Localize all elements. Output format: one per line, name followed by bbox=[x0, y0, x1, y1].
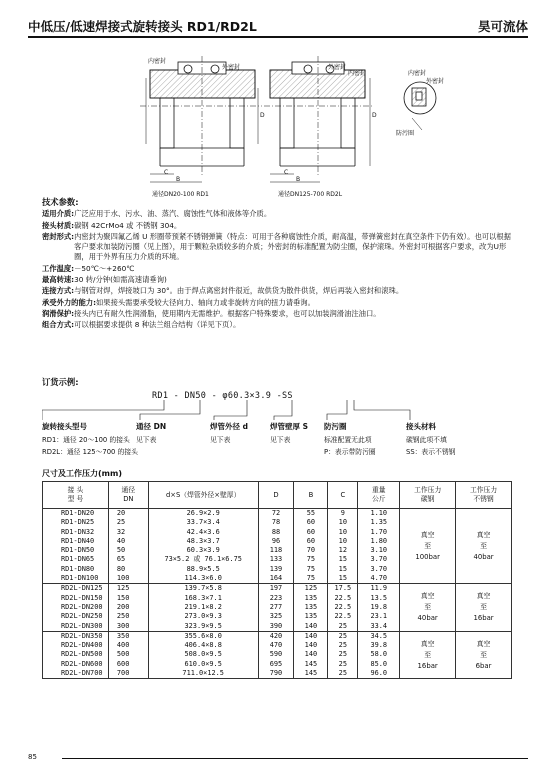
header-dxs: d×S（焊管外径×壁厚） bbox=[148, 482, 258, 509]
cell-weight: 1.80 bbox=[358, 537, 400, 546]
technical-parameters-list bbox=[42, 209, 512, 330]
cell-dxs: 168.3×7.1 bbox=[148, 594, 258, 603]
cell-dn: 100 bbox=[108, 574, 148, 584]
spec-label: 连接方式: bbox=[42, 286, 75, 296]
header-model: 接 头 型 号 bbox=[43, 482, 109, 509]
ordering-example-title: 订货示例: bbox=[42, 377, 79, 387]
label-inner-seal-left: 内密封 bbox=[148, 58, 167, 65]
spec-text: 与钢管对焊，焊接坡口为 30°。由于焊点离密封件很近，故供货为散件供货，焊后再装入密封和滚珠。 bbox=[74, 286, 404, 296]
cell-d: 790 bbox=[258, 669, 294, 679]
label-inner-seal-right: 内密封 bbox=[348, 70, 367, 77]
order-field-desc: 标准配置无此项 bbox=[324, 436, 372, 444]
cell-weight: 3.70 bbox=[358, 555, 400, 564]
cell-dxs: 114.3×6.0 bbox=[148, 574, 258, 584]
cell-dxs: 355.6×8.0 bbox=[148, 631, 258, 641]
label-outer-seal-detail: 外密封 bbox=[426, 78, 445, 85]
cell-weight: 11.9 bbox=[358, 584, 400, 594]
spec-label: 适用介质: bbox=[42, 209, 75, 219]
spec-row bbox=[42, 320, 512, 330]
cell-d: 420 bbox=[258, 631, 294, 641]
cell-c: 25 bbox=[328, 650, 358, 659]
cell-d: 88 bbox=[258, 528, 294, 537]
table-body bbox=[43, 509, 512, 679]
cell-model: RD2L-DN250 bbox=[43, 612, 109, 621]
spec-label: 密封形式: bbox=[42, 231, 75, 241]
header-dn: 通径 DN bbox=[108, 482, 148, 509]
spec-label: 组合方式: bbox=[42, 320, 75, 330]
cell-model: RD1-DN80 bbox=[43, 565, 109, 574]
order-field-desc: 见下表 bbox=[210, 436, 231, 444]
cell-weight: 3.70 bbox=[358, 565, 400, 574]
ordering-model-string: RD1 - DN50 - φ60.3×3.9 -SS bbox=[152, 391, 293, 401]
cell-weight: 85.0 bbox=[358, 660, 400, 669]
cell-pressure-carbon: 真空 至 40bar bbox=[400, 584, 456, 631]
page-header bbox=[28, 14, 528, 38]
cell-b: 60 bbox=[294, 537, 328, 546]
cell-d: 695 bbox=[258, 660, 294, 669]
spec-label: 承受外力的能力: bbox=[42, 297, 96, 307]
cell-c: 25 bbox=[328, 631, 358, 641]
cell-dxs: 42.4×3.6 bbox=[148, 528, 258, 537]
cell-pressure-ss: 真空 至 40bar bbox=[456, 509, 512, 584]
cell-dxs: 323.9×9.5 bbox=[148, 622, 258, 632]
cell-model: RD1-DN40 bbox=[43, 537, 109, 546]
dim-d-left: D bbox=[260, 112, 265, 119]
cell-dxs: 508.0×9.5 bbox=[148, 650, 258, 659]
cell-d: 96 bbox=[258, 537, 294, 546]
cell-d: 133 bbox=[258, 555, 294, 564]
cell-weight: 33.4 bbox=[358, 622, 400, 632]
cell-weight: 19.8 bbox=[358, 603, 400, 612]
cell-model: RD2L-DN150 bbox=[43, 594, 109, 603]
cell-model: RD2L-DN350 bbox=[43, 631, 109, 641]
header-d: D bbox=[258, 482, 294, 509]
label-dust-ring: 防污圈 bbox=[396, 130, 415, 137]
cell-c: 15 bbox=[328, 555, 358, 564]
cell-model: RD1-DN32 bbox=[43, 528, 109, 537]
spec-text: 接头内已有耐久性润滑脂，使用期内无需维护。根据客户特殊要求，也可以加装润滑油注油口。 bbox=[74, 308, 381, 318]
cell-pressure-carbon: 真空 至 100bar bbox=[400, 509, 456, 584]
cell-dxs: 273.0×9.3 bbox=[148, 612, 258, 621]
cell-c: 10 bbox=[328, 518, 358, 527]
order-field-desc: RD1：通径 20～100 的接头 bbox=[42, 436, 130, 444]
cell-b: 70 bbox=[294, 546, 328, 555]
cell-d: 590 bbox=[258, 650, 294, 659]
cell-b: 140 bbox=[294, 622, 328, 632]
order-field-name: 通径 DN bbox=[136, 422, 167, 431]
cell-dn: 400 bbox=[108, 641, 148, 650]
cell-b: 135 bbox=[294, 612, 328, 621]
label-outer-seal-left: 外密封 bbox=[222, 64, 241, 71]
cell-dn: 350 bbox=[108, 631, 148, 641]
order-field-desc: 见下表 bbox=[136, 436, 157, 444]
cell-d: 72 bbox=[258, 509, 294, 519]
spec-row bbox=[42, 221, 512, 231]
order-field-desc: RD2L：通径 125～700 的接头 bbox=[42, 448, 138, 456]
spec-text: －50℃～+260℃ bbox=[74, 263, 135, 273]
cell-dn: 25 bbox=[108, 518, 148, 527]
spec-text: 如果接头需要承受较大径向力、轴向力或非旋转方向的扭力请垂询。 bbox=[96, 297, 315, 307]
order-field bbox=[42, 421, 138, 456]
cell-model: RD2L-DN300 bbox=[43, 622, 109, 632]
header-pressure-ss: 工作压力 不锈钢 bbox=[456, 482, 512, 509]
cell-c: 15 bbox=[328, 574, 358, 584]
header-pressure-carbon: 工作压力 碳钢 bbox=[400, 482, 456, 509]
order-field-name: 旋转接头型号 bbox=[42, 422, 87, 431]
label-outer-seal-right: 外密封 bbox=[328, 64, 347, 71]
cell-b: 145 bbox=[294, 669, 328, 679]
order-field bbox=[136, 421, 166, 444]
cell-b: 75 bbox=[294, 555, 328, 564]
header-c: C bbox=[328, 482, 358, 509]
cell-d: 139 bbox=[258, 565, 294, 574]
order-field bbox=[270, 421, 308, 444]
cell-dn: 700 bbox=[108, 669, 148, 679]
cell-weight: 4.70 bbox=[358, 574, 400, 584]
cell-dn: 150 bbox=[108, 594, 148, 603]
order-field bbox=[324, 421, 376, 456]
cell-d: 223 bbox=[258, 594, 294, 603]
cell-d: 78 bbox=[258, 518, 294, 527]
spec-label: 润滑保护: bbox=[42, 308, 75, 318]
spec-text: 内密封为聚四氟乙烯 U 形圈带预紧不锈钢弹簧（特点：可用于各种腐蚀性介质，耐高温，带弹簧密封在真空条件下仍有效）。也可以根据客户要求加装防污圈（见上图），用于颗粒杂质较多的介质；外密封的标准配置为防尘圈，保护滚珠。外密封可根据客户要求，改为U形圈，用于外界有压力介质的环境。 bbox=[74, 231, 511, 262]
cell-dn: 500 bbox=[108, 650, 148, 659]
cell-c: 25 bbox=[328, 660, 358, 669]
cell-dn: 200 bbox=[108, 603, 148, 612]
technical-parameters-title: 技术参数: bbox=[42, 197, 79, 207]
cell-model: RD2L-DN600 bbox=[43, 660, 109, 669]
cell-c: 22.5 bbox=[328, 603, 358, 612]
technical-drawing bbox=[130, 48, 450, 200]
cell-dxs: 139.7×5.8 bbox=[148, 584, 258, 594]
header-weight: 重量 公斤 bbox=[358, 482, 400, 509]
cell-model: RD1-DN65 bbox=[43, 555, 109, 564]
dimension-table-title: 尺寸及工作压力(mm) bbox=[42, 469, 122, 478]
cell-d: 118 bbox=[258, 546, 294, 555]
cell-b: 140 bbox=[294, 631, 328, 641]
cell-dn: 600 bbox=[108, 660, 148, 669]
cell-weight: 1.70 bbox=[358, 528, 400, 537]
cell-model: RD2L-DN125 bbox=[43, 584, 109, 594]
dimension-pressure-table bbox=[42, 481, 512, 679]
cell-dxs: 33.7×3.4 bbox=[148, 518, 258, 527]
cell-c: 22.5 bbox=[328, 612, 358, 621]
footer-divider bbox=[62, 758, 528, 759]
cell-dxs: 711.0×12.5 bbox=[148, 669, 258, 679]
cell-b: 135 bbox=[294, 603, 328, 612]
table-header-row bbox=[43, 482, 512, 509]
cell-c: 9 bbox=[328, 509, 358, 519]
spec-row bbox=[42, 275, 512, 285]
cell-dxs: 60.3×3.9 bbox=[148, 546, 258, 555]
caption-rd2l: 通径DN125-700 RD2L bbox=[278, 191, 343, 198]
table-row bbox=[43, 584, 512, 594]
order-field-name: 焊管壁厚 S bbox=[270, 422, 309, 431]
cell-model: RD2L-DN700 bbox=[43, 669, 109, 679]
spec-label: 最高转速: bbox=[42, 275, 75, 285]
cell-c: 25 bbox=[328, 669, 358, 679]
cell-d: 390 bbox=[258, 622, 294, 632]
cell-dxs: 610.0×9.5 bbox=[148, 660, 258, 669]
cell-weight: 34.5 bbox=[358, 631, 400, 641]
cell-dn: 300 bbox=[108, 622, 148, 632]
table-row bbox=[43, 631, 512, 641]
cell-pressure-ss: 真空 至 16bar bbox=[456, 584, 512, 631]
cell-pressure-carbon: 真空 至 16bar bbox=[400, 631, 456, 678]
cell-weight: 1.35 bbox=[358, 518, 400, 527]
cell-b: 75 bbox=[294, 565, 328, 574]
table-row bbox=[43, 509, 512, 519]
cell-dn: 50 bbox=[108, 546, 148, 555]
cell-b: 60 bbox=[294, 528, 328, 537]
cell-pressure-ss: 真空 至 6bar bbox=[456, 631, 512, 678]
spec-row bbox=[42, 309, 512, 319]
cell-c: 15 bbox=[328, 565, 358, 574]
spec-label: 工作温度: bbox=[42, 263, 75, 273]
cell-dxs: 73×5.2 或 76.1×6.75 bbox=[148, 555, 258, 564]
cell-weight: 3.10 bbox=[358, 546, 400, 555]
cell-c: 10 bbox=[328, 537, 358, 546]
cell-dxs: 88.9×5.5 bbox=[148, 565, 258, 574]
cell-weight: 1.10 bbox=[358, 509, 400, 519]
cell-dn: 20 bbox=[108, 509, 148, 519]
page-number: 85 bbox=[28, 753, 37, 761]
cell-b: 55 bbox=[294, 509, 328, 519]
cell-model: RD2L-DN200 bbox=[43, 603, 109, 612]
cell-dn: 40 bbox=[108, 537, 148, 546]
dim-c-left: C bbox=[164, 169, 169, 176]
cell-b: 60 bbox=[294, 518, 328, 527]
order-field bbox=[406, 421, 455, 456]
cell-d: 164 bbox=[258, 574, 294, 584]
spec-text: 可以根据要求提供 8 种法兰组合结构（详见下页）。 bbox=[74, 320, 241, 330]
cell-model: RD2L-DN400 bbox=[43, 641, 109, 650]
cell-weight: 96.0 bbox=[358, 669, 400, 679]
cell-b: 140 bbox=[294, 641, 328, 650]
dim-b-left: B bbox=[176, 176, 181, 183]
order-field-name: 接头材料 bbox=[406, 422, 436, 431]
cell-b: 140 bbox=[294, 650, 328, 659]
cell-dxs: 406.4×8.8 bbox=[148, 641, 258, 650]
spec-row bbox=[42, 232, 512, 263]
cell-dn: 250 bbox=[108, 612, 148, 621]
cell-b: 145 bbox=[294, 660, 328, 669]
cell-weight: 58.0 bbox=[358, 650, 400, 659]
spec-row bbox=[42, 209, 512, 219]
order-field-name: 防污圈 bbox=[324, 422, 347, 431]
cell-d: 470 bbox=[258, 641, 294, 650]
page-title: 中低压/低速焊接式旋转接头 RD1/RD2L bbox=[28, 19, 257, 34]
order-field bbox=[210, 421, 248, 444]
cell-model: RD1-DN50 bbox=[43, 546, 109, 555]
cell-weight: 13.5 bbox=[358, 594, 400, 603]
spec-row bbox=[42, 298, 512, 308]
cell-dxs: 26.9×2.9 bbox=[148, 509, 258, 519]
cell-d: 197 bbox=[258, 584, 294, 594]
cell-c: 25 bbox=[328, 641, 358, 650]
cell-dn: 65 bbox=[108, 555, 148, 564]
cell-dxs: 48.3×3.7 bbox=[148, 537, 258, 546]
header-b: B bbox=[294, 482, 328, 509]
cell-c: 22.5 bbox=[328, 594, 358, 603]
dim-b-right: B bbox=[296, 176, 301, 183]
order-field-desc: 见下表 bbox=[270, 436, 291, 444]
cell-d: 325 bbox=[258, 612, 294, 621]
order-field-desc: 碳钢此项不填 bbox=[406, 436, 447, 444]
order-field-name: 焊管外径 d bbox=[210, 422, 248, 431]
cell-c: 10 bbox=[328, 528, 358, 537]
label-inner-seal-detail: 内密封 bbox=[408, 70, 427, 77]
cell-dn: 32 bbox=[108, 528, 148, 537]
spec-row bbox=[42, 286, 512, 296]
spec-text: 30 转/分钟(如需高速请垂询) bbox=[74, 275, 167, 285]
cell-model: RD1-DN20 bbox=[43, 509, 109, 519]
cell-b: 135 bbox=[294, 594, 328, 603]
technical-parameters bbox=[42, 197, 512, 331]
dim-c-right: C bbox=[284, 169, 289, 176]
cell-b: 125 bbox=[294, 584, 328, 594]
spec-text: 广泛应用于水、污水、油、蒸汽、腐蚀性气体和液体等介质。 bbox=[74, 209, 272, 219]
cell-d: 277 bbox=[258, 603, 294, 612]
cell-model: RD2L-DN500 bbox=[43, 650, 109, 659]
caption-rd1: 通径DN20-100 RD1 bbox=[152, 191, 209, 198]
cell-dxs: 219.1×8.2 bbox=[148, 603, 258, 612]
spec-label: 接头材质: bbox=[42, 220, 75, 230]
ordering-example bbox=[42, 376, 512, 456]
cell-c: 17.5 bbox=[328, 584, 358, 594]
cell-c: 12 bbox=[328, 546, 358, 555]
order-field-desc: SS：表示不锈钢 bbox=[406, 448, 456, 456]
spec-row bbox=[42, 264, 512, 274]
cell-dn: 125 bbox=[108, 584, 148, 594]
brand-name: 昊可流体 bbox=[477, 19, 528, 34]
cell-model: RD1-DN25 bbox=[43, 518, 109, 527]
cell-model: RD1-DN100 bbox=[43, 574, 109, 584]
cell-weight: 23.1 bbox=[358, 612, 400, 621]
dim-d-right: D bbox=[372, 112, 377, 119]
order-field-desc: P：表示带防污圈 bbox=[324, 448, 376, 456]
cell-c: 25 bbox=[328, 622, 358, 632]
cell-dn: 80 bbox=[108, 565, 148, 574]
spec-text: 碳钢 42CrMo4 或 不锈钢 304。 bbox=[74, 220, 182, 230]
cell-b: 75 bbox=[294, 574, 328, 584]
cell-weight: 39.8 bbox=[358, 641, 400, 650]
